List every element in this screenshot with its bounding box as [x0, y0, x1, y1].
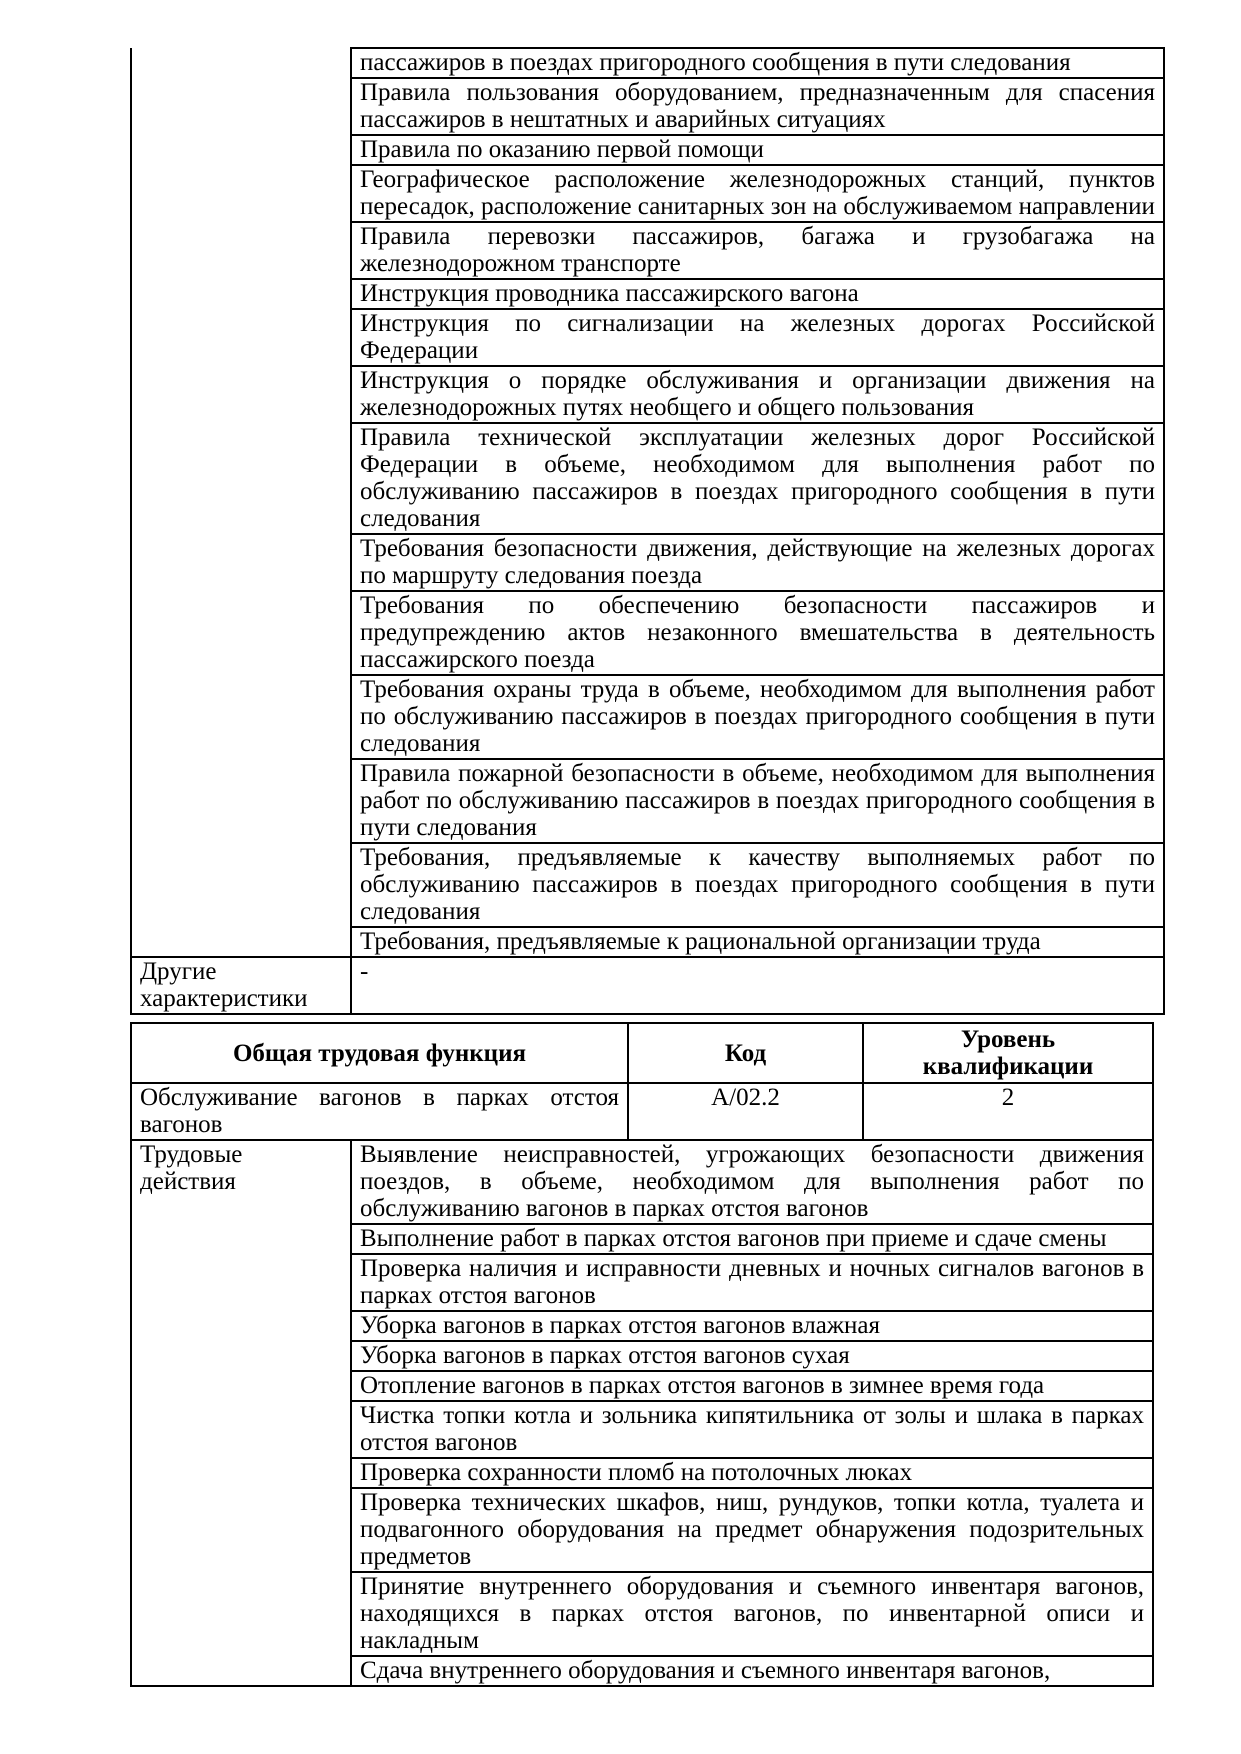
knowledge-item: Требования, предъявляемые к качеству выполняемых работ по обслуживанию пассажиров в поездах пригородного сообщения в пути следования [351, 843, 1164, 927]
knowledge-item: Географическое расположение железнодорожных станций, пунктов пересадок, расположение санитарных зон на обслуживаемом направлении [351, 165, 1164, 222]
other-characteristics-label: Другие характеристики [131, 957, 351, 1014]
table-row [131, 1140, 1153, 1224]
knowledge-table [130, 47, 1165, 1015]
labor-actions-label: Трудовые действия [131, 1140, 351, 1686]
continued-label-cell [131, 48, 351, 957]
labor-action-item: Выявление неисправностей, угрожающих безопасности движения поездов, в объеме, необходимом для выполнения работ по обслуживанию вагонов в парках отстоя вагонов [351, 1140, 1153, 1224]
qualification-level: 2 [863, 1083, 1153, 1140]
function-name: Обслуживание вагонов в парках отстоя вагонов [131, 1083, 628, 1140]
knowledge-item: пассажиров в поездах пригородного сообщения в пути следования [351, 48, 1164, 78]
labor-action-item: Чистка топки котла и зольника кипятильника от золы и шлака в парках отстоя вагонов [351, 1401, 1153, 1458]
knowledge-item: Инструкция проводника пассажирского вагона [351, 279, 1164, 309]
knowledge-item: Правила технической эксплуатации железных дорог Российской Федерации в объеме, необходимом для выполнения работ по обслуживанию пассажиров в поездах пригородного сообщения в пути следования [351, 423, 1164, 534]
knowledge-item: Требования по обеспечению безопасности пассажиров и предупреждению актов незаконного вмешательства в деятельность пассажирского поезда [351, 591, 1164, 675]
function-row [131, 1083, 1153, 1140]
page-content [130, 47, 1165, 1687]
labor-action-item: Проверка технических шкафов, ниш, рундуков, топки котла, туалета и подвагонного оборудования на предмет обнаружения подозрительных предметов [351, 1488, 1153, 1572]
knowledge-item: Требования безопасности движения, действующие на железных дорогах по маршруту следования поезда [351, 534, 1164, 591]
labor-action-item: Проверка сохранности пломб на потолочных люках [351, 1458, 1153, 1488]
other-characteristics-row [131, 957, 1164, 1014]
general-function-header-row [131, 1023, 1153, 1083]
knowledge-item: Инструкция по сигнализации на железных дорогах Российской Федерации [351, 309, 1164, 366]
knowledge-item: Правила пожарной безопасности в объеме, необходимом для выполнения работ по обслуживанию пассажиров в поездах пригородного сообщения в пути следования [351, 759, 1164, 843]
header-code: Код [628, 1023, 863, 1083]
labor-action-item: Сдача внутреннего оборудования и съемного инвентаря вагонов, [351, 1656, 1153, 1686]
general-function-table [130, 1022, 1154, 1687]
labor-action-item: Отопление вагонов в парках отстоя вагонов в зимнее время года [351, 1371, 1153, 1401]
function-code: А/02.2 [628, 1083, 863, 1140]
labor-action-item: Уборка вагонов в парках отстоя вагонов сухая [351, 1341, 1153, 1371]
knowledge-item: Инструкция о порядке обслуживания и организации движения на железнодорожных путях необщего и общего пользования [351, 366, 1164, 423]
labor-action-item: Проверка наличия и исправности дневных и ночных сигналов вагонов в парках отстоя вагонов [351, 1254, 1153, 1311]
knowledge-item: Правила перевозки пассажиров, багажа и грузобагажа на железнодорожном транспорте [351, 222, 1164, 279]
table-row [131, 48, 1164, 78]
header-function: Общая трудовая функция [131, 1023, 628, 1083]
knowledge-item: Требования охраны труда в объеме, необходимом для выполнения работ по обслуживанию пассажиров в поездах пригородного сообщения в пути следования [351, 675, 1164, 759]
knowledge-item: Правила пользования оборудованием, предназначенным для спасения пассажиров в нештатных и аварийных ситуациях [351, 78, 1164, 135]
labor-action-item: Уборка вагонов в парках отстоя вагонов влажная [351, 1311, 1153, 1341]
header-qualification-level: Уровень квалификации [863, 1023, 1153, 1083]
labor-action-item: Принятие внутреннего оборудования и съемного инвентаря вагонов, находящихся в парках отстоя вагонов, по инвентарной описи и накладным [351, 1572, 1153, 1656]
knowledge-item: Правила по оказанию первой помощи [351, 135, 1164, 165]
labor-action-item: Выполнение работ в парках отстоя вагонов при приеме и сдаче смены [351, 1224, 1153, 1254]
knowledge-item: Требования, предъявляемые к рациональной организации труда [351, 927, 1164, 957]
other-characteristics-value: - [351, 957, 1164, 1014]
